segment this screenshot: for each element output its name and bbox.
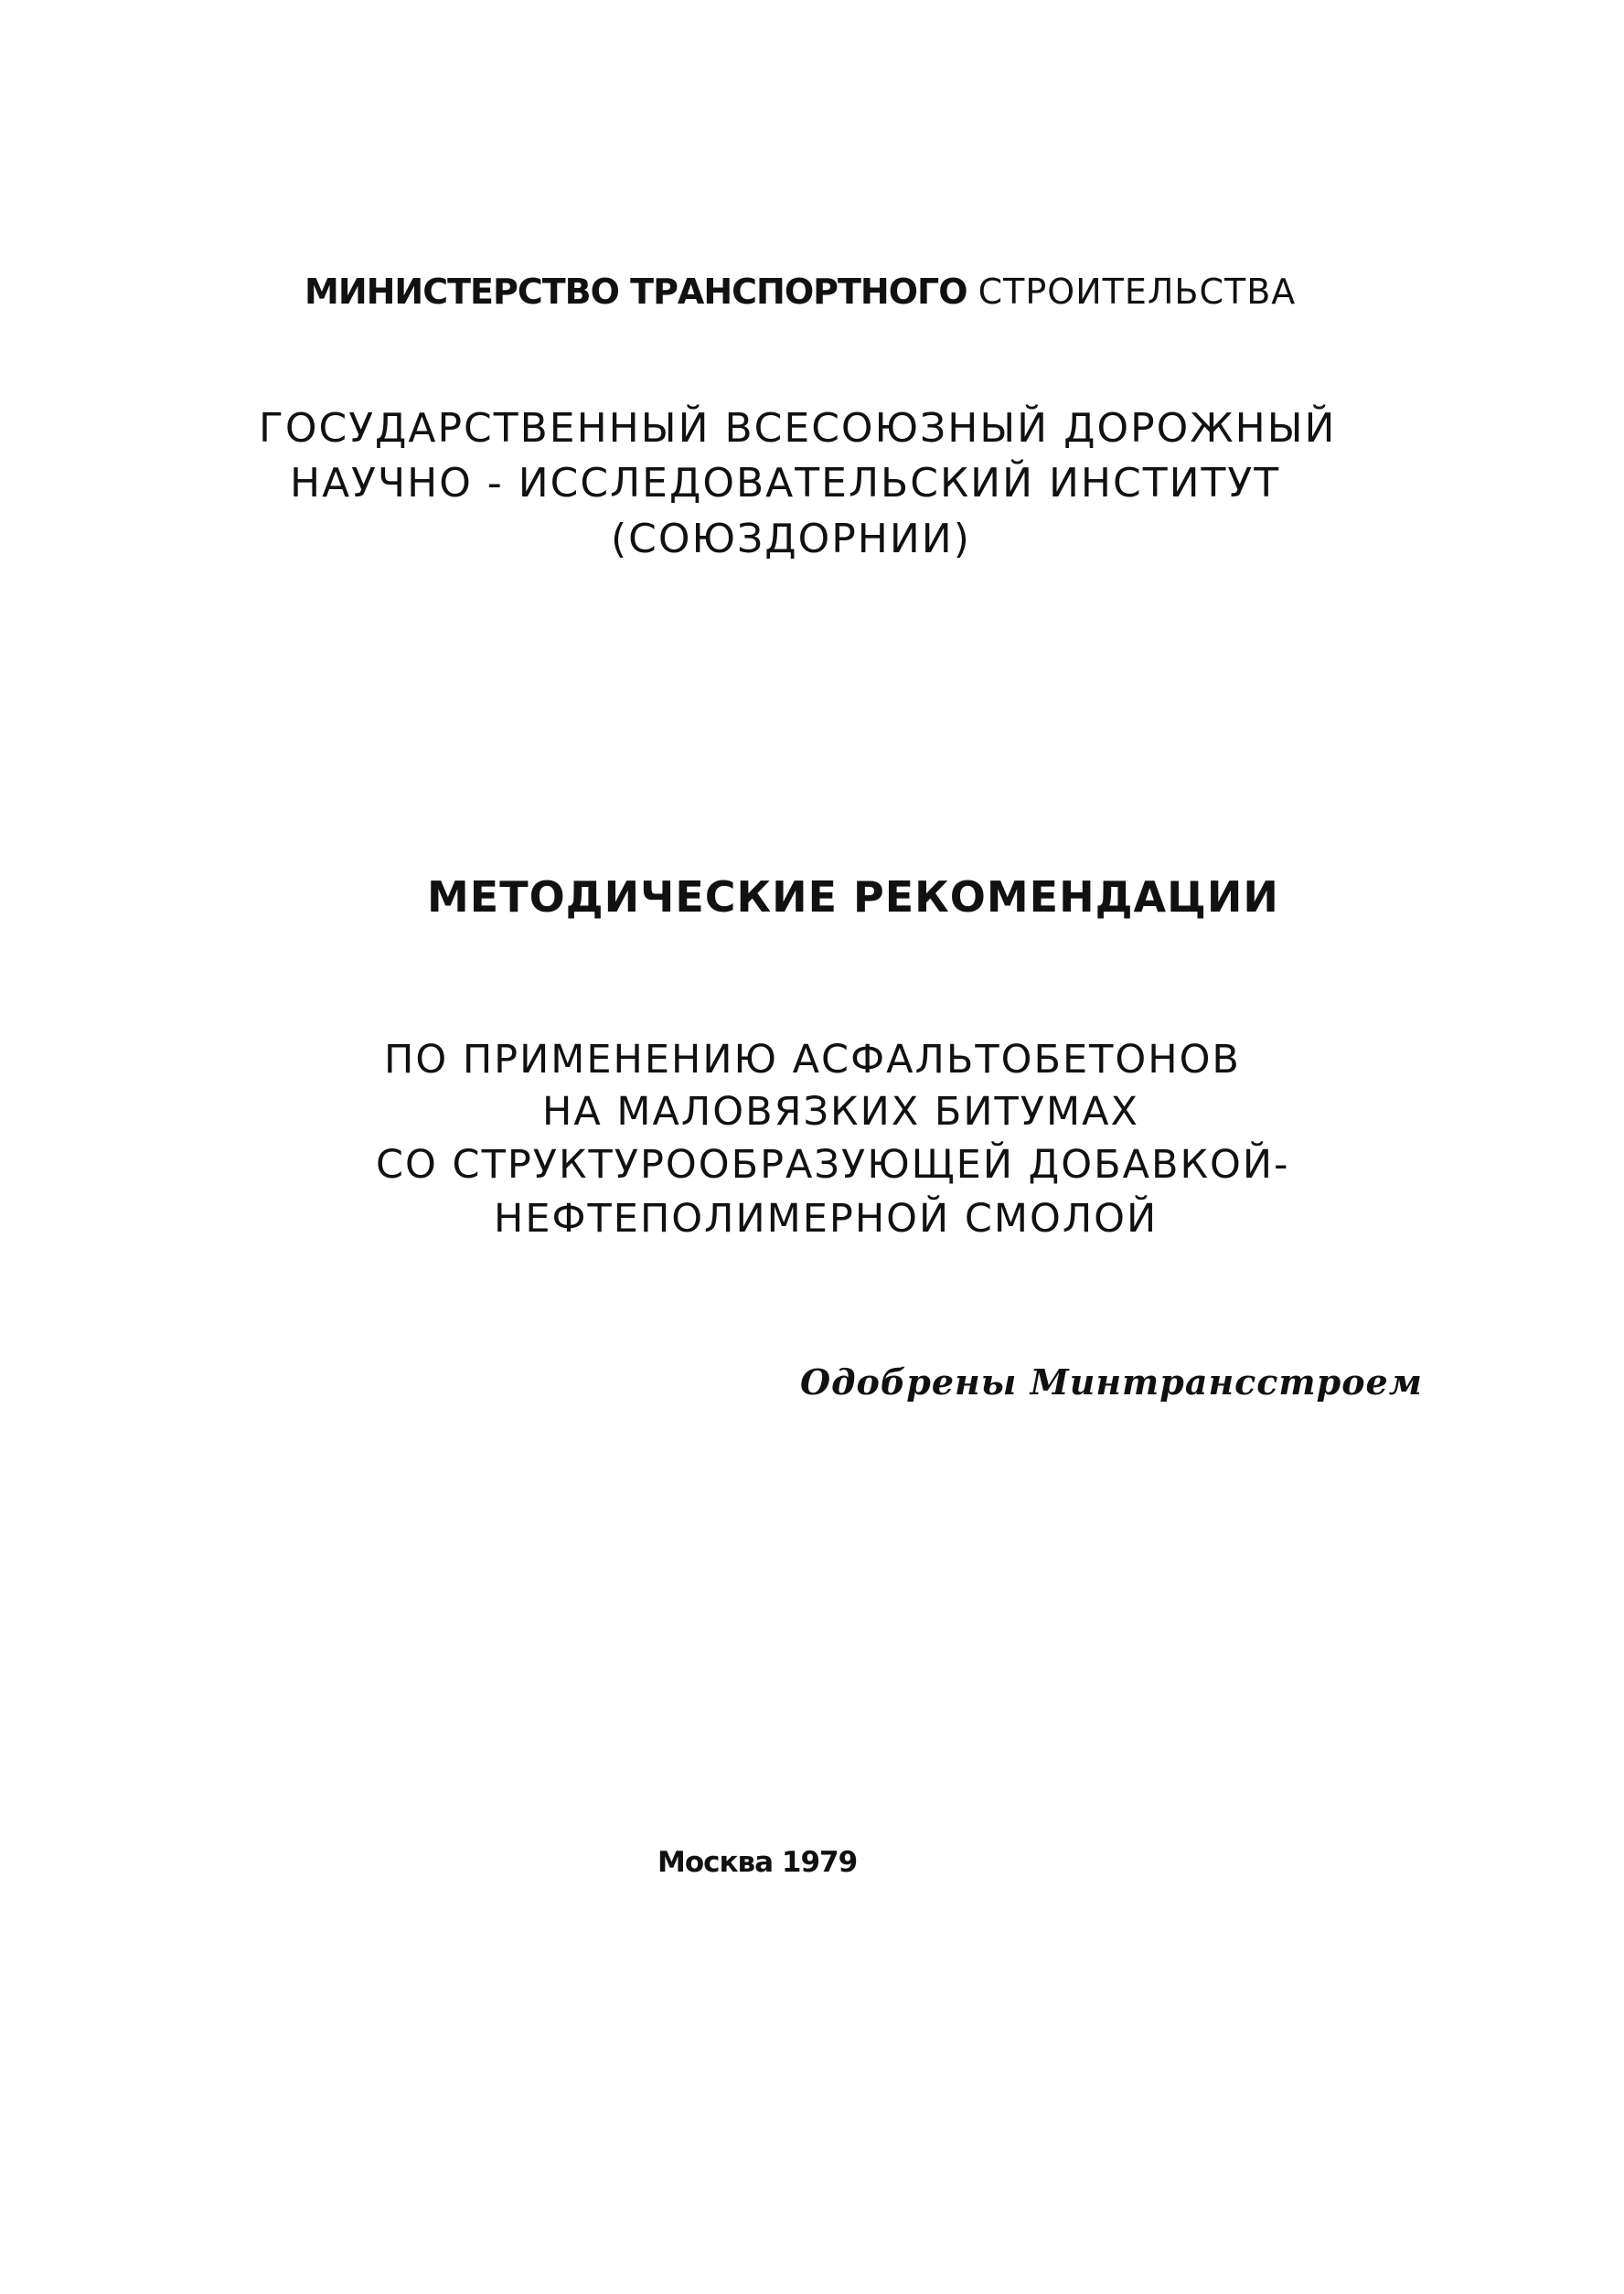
ministry-heading bbox=[304, 272, 1297, 312]
institute-name-line-1: ГОСУДАРСТВЕННЫЙ ВСЕСОЮЗНЫЙ ДОРОЖНЫЙ bbox=[259, 405, 1337, 452]
ministry-heading-regular: СТРОИТЕЛЬСТВА bbox=[978, 272, 1297, 312]
institute-abbreviation: (СОЮЗДОРНИИ) bbox=[611, 516, 971, 562]
institute-name-line-2: НАУЧНО - ИССЛЕДОВАТЕЛЬСКИЙ ИНСТИТУТ bbox=[290, 460, 1281, 507]
approval-note: Одобрены Минтрансстроем bbox=[800, 1361, 1423, 1403]
subtitle-line-2: НА МАЛОВЯЗКИХ БИТУМАХ bbox=[542, 1089, 1139, 1135]
imprint-city-year: Москва 1979 bbox=[657, 1846, 858, 1879]
document-title: МЕТОДИЧЕСКИЕ РЕКОМЕНДАЦИИ bbox=[427, 872, 1279, 922]
subtitle-line-1: ПО ПРИМЕНЕНИЮ АСФАЛЬТОБЕТОНОВ bbox=[384, 1037, 1241, 1083]
subtitle-line-4: НЕФТЕПОЛИМЕРНОЙ СМОЛОЙ bbox=[494, 1196, 1159, 1242]
subtitle-line-3: СО СТРУКТУРООБРАЗУЮЩЕЙ ДОБАВКОЙ- bbox=[376, 1142, 1290, 1188]
ministry-heading-bold: МИНИСТЕРСТВО ТРАНСПОРТНОГО bbox=[304, 272, 967, 312]
